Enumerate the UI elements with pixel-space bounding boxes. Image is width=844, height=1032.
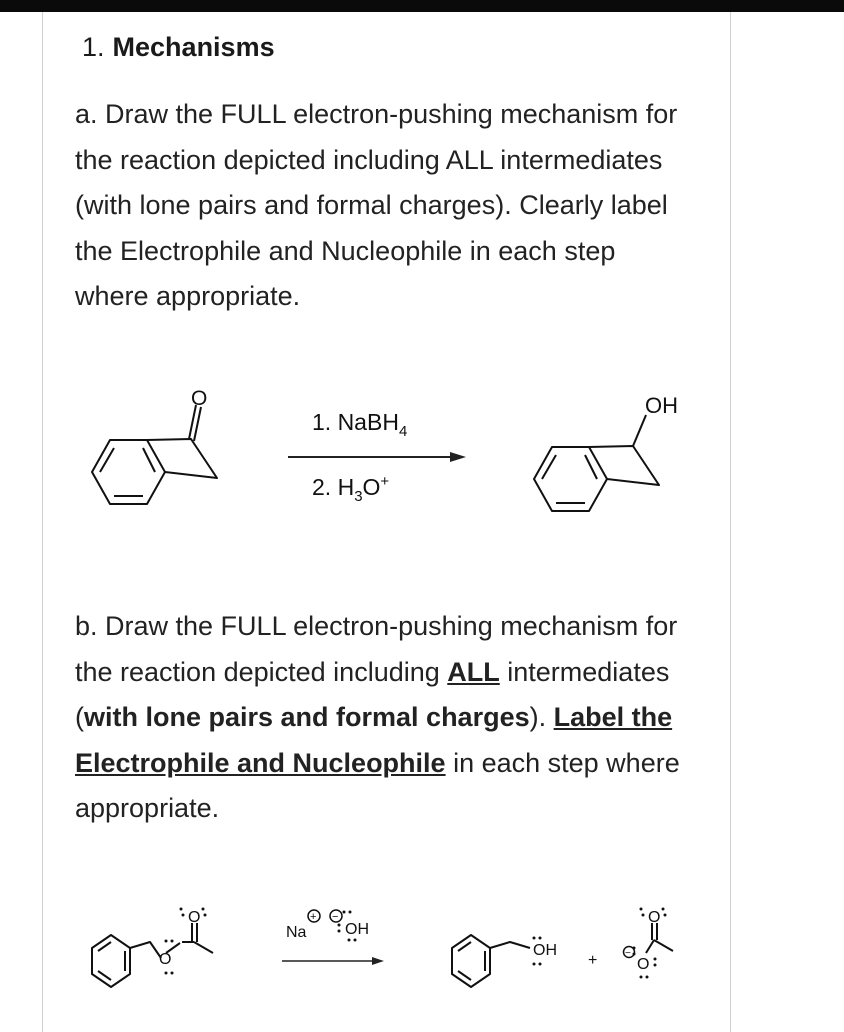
anion-charge-symbol: − xyxy=(332,911,339,923)
question-number: 1. xyxy=(82,32,105,62)
carboxylate-structure xyxy=(646,923,673,953)
part-b-instructions: b. Draw the FULL electron-pushing mechanism for the reaction depicted including ALL intermediates (with lone pairs and formal charges). Label the Electrophile and Nucleophile in each step where appropriate. xyxy=(75,611,680,823)
reagent-step-2: 2. $H_3O^+$ xyxy=(312,473,390,505)
carbonyl-oxygen-label: O xyxy=(188,909,201,926)
ester-oxygen-label: O xyxy=(159,951,172,968)
top-bar xyxy=(0,0,844,12)
carboxylate-charge-symbol: − xyxy=(625,948,631,959)
product-hydroxyl-label: OH xyxy=(533,942,557,959)
indanol-structure xyxy=(534,393,678,511)
ester-reactant-structure xyxy=(92,909,213,987)
question-title-text: Mechanisms xyxy=(112,32,275,62)
sodium-label: Na xyxy=(286,924,307,941)
ketone-oxygen-label: O xyxy=(191,387,208,410)
plus-sign: + xyxy=(588,952,598,969)
cation-charge-symbol: + xyxy=(310,911,317,923)
carboxylate-oxygen-bottom: O xyxy=(637,956,650,973)
reagent-step-1: 1. NaBH$_4$ xyxy=(312,409,408,440)
carboxylate-oxygen-top: O xyxy=(648,909,661,926)
alcohol-group-label: OH xyxy=(645,393,678,418)
alcohol-product-structure xyxy=(452,935,530,987)
reaction-b-scheme xyxy=(70,895,710,1010)
hydroxide-label: OH xyxy=(345,921,369,938)
question-title xyxy=(82,32,275,63)
indanone-structure xyxy=(92,387,217,504)
reaction-a-scheme xyxy=(70,385,710,530)
part-a-instructions: a. Draw the FULL electron-pushing mechanism for the reaction depicted including ALL intermediates (with lone pairs and formal charges). Clearly label the Electrophile and Nucleophile in each step where appropriate. xyxy=(75,99,678,311)
